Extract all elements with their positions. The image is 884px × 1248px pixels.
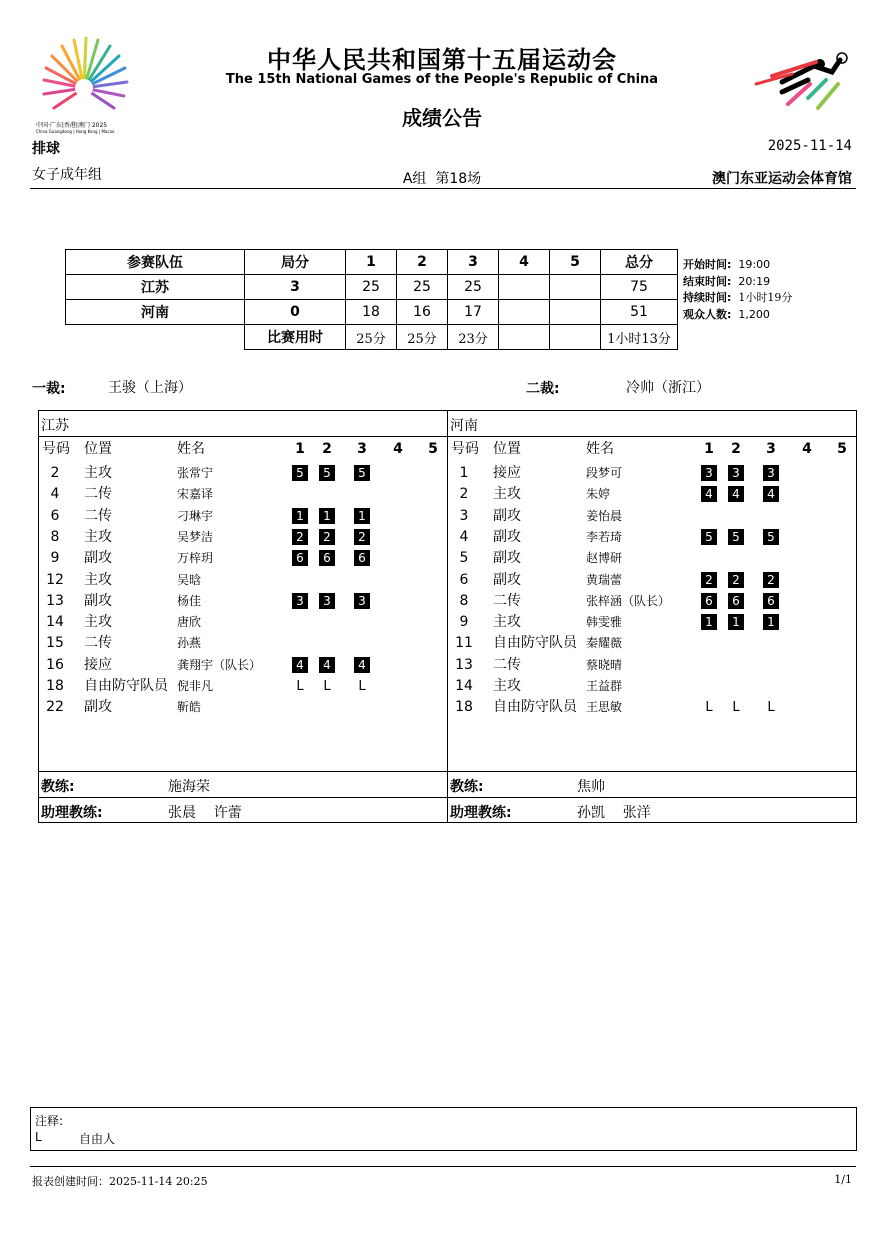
logo-caption-en: China Guangdong | Hong Kong | Macao [36, 129, 115, 134]
score-row [66, 300, 678, 325]
player-position: 二传 [493, 592, 521, 609]
player-name: 宋嘉译 [177, 487, 214, 502]
header-set2: 2 [397, 250, 448, 275]
set-score: 25 [346, 275, 397, 300]
empty-cell [66, 325, 245, 350]
header-set: 1 [295, 441, 305, 457]
player-row [40, 697, 446, 718]
player-row [40, 463, 446, 484]
first-referee-label: 一裁: [32, 381, 66, 397]
header-name: 姓名 [177, 441, 205, 457]
player-position: 副攻 [493, 550, 521, 567]
header-divider [30, 188, 856, 189]
player-position: 主攻 [493, 614, 521, 631]
player-row [40, 548, 446, 569]
header-set: 5 [837, 441, 847, 457]
player-number: 13 [46, 592, 64, 609]
player-name: 万梓玥 [177, 551, 214, 566]
set-duration [550, 325, 601, 350]
player-row [40, 484, 446, 505]
player-position: 主攻 [84, 465, 112, 481]
page-number: 1/1 [834, 1173, 852, 1186]
player-row [449, 591, 855, 612]
end-time-label: 结束时间: [683, 274, 732, 288]
player-name: 韩雯雅 [586, 615, 623, 630]
player-position: 二传 [84, 486, 112, 503]
player-number: 16 [46, 656, 64, 673]
rotation-box: 3 [763, 465, 779, 481]
total-score: 75 [601, 275, 678, 300]
player-row [449, 633, 855, 654]
rotation-box: 2 [701, 572, 717, 588]
header-number: 号码 [451, 441, 479, 457]
header-number: 号码 [42, 441, 70, 457]
set-score: 16 [397, 300, 448, 325]
rotation-box: 4 [701, 486, 717, 502]
score-row [66, 275, 678, 300]
player-row [449, 548, 855, 569]
player-row [40, 506, 446, 527]
player-row [449, 655, 855, 676]
team-name: 河南 [66, 300, 245, 325]
rotation-box: 5 [292, 465, 308, 481]
player-number: 9 [459, 614, 469, 631]
player-name: 赵博研 [586, 551, 623, 566]
category: 女子成年组 [32, 167, 102, 183]
player-position: 二传 [84, 635, 112, 652]
player-position: 副攻 [84, 550, 112, 567]
set-score [499, 300, 550, 325]
player-row [449, 463, 855, 484]
notes-box [30, 1107, 857, 1151]
rotation-box: 6 [701, 593, 717, 609]
header-set: 4 [802, 441, 812, 457]
header-set4: 4 [499, 250, 550, 275]
first-referee: 王骏（上海） [108, 380, 192, 396]
total-duration: 1小时13分 [601, 325, 678, 350]
assistant-coach-label: 助理教练: [450, 805, 512, 821]
set-score: 17 [448, 300, 499, 325]
libero-mark: L [732, 700, 740, 716]
player-name: 杨佳 [177, 593, 202, 608]
sets-won: 3 [245, 275, 346, 300]
rotation-box: 3 [319, 593, 335, 609]
notes-key: L [35, 1130, 42, 1144]
rotation-box: 6 [354, 550, 370, 566]
coach-name: 焦帅 [577, 779, 605, 795]
player-row [449, 612, 855, 633]
second-referee: 冷帅（浙江） [626, 380, 710, 396]
team-name-heading: 河南 [450, 418, 478, 434]
player-position: 副攻 [493, 571, 521, 588]
venue: 澳门东亚运动会体育馆 [712, 171, 852, 187]
player-number: 4 [50, 486, 60, 503]
player-name: 黄瑞蕾 [586, 572, 623, 587]
player-row [449, 506, 855, 527]
rotation-box: 5 [763, 529, 779, 545]
player-number: 11 [455, 635, 473, 652]
coach-divider [38, 771, 856, 772]
player-number: 5 [459, 550, 469, 567]
set-duration [499, 325, 550, 350]
player-position: 副攻 [493, 507, 521, 524]
header-set3: 3 [448, 250, 499, 275]
player-position: 主攻 [84, 614, 112, 631]
match-number: A组 第18场 [402, 171, 482, 187]
player-row [40, 633, 446, 654]
player-position: 接应 [493, 465, 521, 481]
attendance-label: 观众人数: [683, 307, 732, 321]
set-duration: 25分 [397, 325, 448, 350]
set-score [550, 275, 601, 300]
attendance: 1,200 [738, 307, 770, 321]
player-row [40, 676, 446, 697]
duration-row [66, 325, 678, 350]
total-score: 51 [601, 300, 678, 325]
player-row [449, 570, 855, 591]
end-time: 20:19 [738, 274, 771, 288]
player-position: 自由防守队员 [493, 635, 577, 652]
player-name: 朱婷 [586, 487, 611, 502]
player-name: 王思敏 [586, 700, 623, 715]
rotation-box: 5 [319, 465, 335, 481]
event-title-cn: 中华人民共和国第十五届运动会 [267, 46, 617, 74]
player-name: 姜怡晨 [586, 508, 623, 523]
created-label: 报表创建时间： [32, 1175, 109, 1188]
rotation-box: 5 [728, 529, 744, 545]
player-position: 主攻 [493, 486, 521, 503]
assistant-divider [38, 797, 856, 798]
player-name: 靳皓 [177, 700, 202, 715]
rotation-box: 5 [701, 529, 717, 545]
rotation-box: 1 [354, 508, 370, 524]
header-set: 3 [766, 441, 776, 457]
coach-label: 教练: [41, 779, 75, 795]
player-number: 15 [46, 635, 64, 652]
player-number: 8 [50, 528, 60, 545]
player-number: 13 [455, 656, 473, 673]
player-name: 张常宁 [177, 466, 214, 480]
set-duration: 25分 [346, 325, 397, 350]
player-row [449, 676, 855, 697]
second-referee-label: 二裁: [526, 381, 560, 397]
rotation-box: 2 [354, 529, 370, 545]
assistant-coach-label: 助理教练: [41, 805, 103, 821]
player-number: 4 [459, 528, 469, 545]
player-number: 1 [459, 465, 469, 481]
rotation-box: 3 [354, 593, 370, 609]
player-number: 18 [46, 678, 64, 694]
rotation-box: 1 [763, 614, 779, 630]
rotation-box: 5 [354, 465, 370, 481]
player-row [40, 655, 446, 676]
player-name: 刁琳宇 [177, 508, 214, 523]
notes-value: 自由人 [79, 1132, 116, 1146]
rotation-box: 2 [728, 572, 744, 588]
set-score: 25 [448, 275, 499, 300]
player-name: 张梓涵（队长） [586, 593, 671, 608]
assistant-coaches: 孙凯 张洋 [577, 805, 651, 821]
created-time: 2025-11-14 20:25 [109, 1175, 208, 1188]
rotation-box: 2 [763, 572, 779, 588]
player-number: 6 [459, 571, 469, 588]
start-time-label: 开始时间: [683, 258, 732, 271]
rotation-box: 2 [319, 529, 335, 545]
player-position: 自由防守队员 [84, 678, 168, 694]
player-number: 14 [455, 678, 473, 694]
player-name: 秦耀薇 [586, 636, 623, 651]
sets-won: 0 [245, 300, 346, 325]
rotation-box: 6 [763, 593, 779, 609]
player-name: 吴晗 [177, 572, 202, 587]
duration-label: 持续时间: [683, 291, 732, 304]
header-set: 1 [704, 441, 714, 457]
player-position: 二传 [84, 507, 112, 524]
player-name: 王益群 [586, 679, 623, 693]
header-set: 5 [428, 441, 438, 457]
set-score [499, 275, 550, 300]
rotation-box: 4 [763, 486, 779, 502]
player-position: 副攻 [84, 699, 112, 716]
rotation-box: 2 [292, 529, 308, 545]
rotation-box: 1 [319, 508, 335, 524]
team-name: 江苏 [66, 275, 245, 300]
header-set5: 5 [550, 250, 601, 275]
player-position: 二传 [493, 656, 521, 673]
libero-mark: L [767, 700, 775, 716]
header-set1: 1 [346, 250, 397, 275]
header-total: 总分 [601, 250, 678, 275]
match-info [683, 257, 792, 323]
player-position: 副攻 [84, 592, 112, 609]
rotation-box: 1 [292, 508, 308, 524]
player-position: 主攻 [84, 528, 112, 545]
player-row [40, 591, 446, 612]
libero-mark: L [323, 679, 331, 694]
player-position: 主攻 [84, 571, 112, 588]
player-name: 孙燕 [177, 636, 202, 651]
team-name-heading: 江苏 [41, 418, 69, 434]
libero-mark: L [358, 679, 366, 694]
player-number: 2 [50, 465, 60, 481]
score-table [65, 249, 678, 350]
rotation-box: 6 [728, 593, 744, 609]
player-number: 12 [46, 571, 64, 588]
header-set: 2 [322, 441, 332, 457]
player-row [40, 527, 446, 548]
assistant-coaches: 张晨 许蕾 [168, 805, 242, 821]
player-row [40, 612, 446, 633]
player-position: 接应 [84, 656, 112, 673]
header-name: 姓名 [586, 441, 614, 457]
player-name: 唐欣 [177, 615, 202, 630]
rotation-box: 6 [319, 550, 335, 566]
footer-divider [30, 1166, 856, 1167]
player-number: 18 [455, 699, 473, 716]
header-set: 2 [731, 441, 741, 457]
header-set: 3 [357, 441, 367, 457]
start-time: 19:00 [738, 258, 771, 271]
player-number: 2 [459, 486, 469, 503]
duration: 1小时19分 [738, 291, 793, 304]
player-name: 倪非凡 [177, 679, 214, 693]
rotation-box: 4 [292, 657, 308, 673]
player-number: 6 [50, 507, 60, 524]
player-position: 自由防守队员 [493, 699, 577, 716]
player-name: 吴梦洁 [177, 529, 214, 544]
player-row [449, 527, 855, 548]
rotation-box: 4 [728, 486, 744, 502]
team-name-divider [38, 436, 856, 437]
player-row [40, 570, 446, 591]
libero-mark: L [705, 700, 713, 716]
player-name: 李若琦 [586, 529, 623, 544]
coach-name: 施海荣 [168, 779, 210, 795]
set-duration: 23分 [448, 325, 499, 350]
rotation-box: 1 [728, 614, 744, 630]
player-number: 9 [50, 550, 60, 567]
libero-mark: L [296, 679, 304, 694]
set-score [550, 300, 601, 325]
coach-label: 教练: [450, 779, 484, 795]
match-date: 2025-11-14 [767, 138, 852, 154]
rotation-box: 1 [701, 614, 717, 630]
header-set: 4 [393, 441, 403, 457]
player-name: 蔡晓晴 [586, 657, 623, 672]
header-sets: 局分 [245, 250, 346, 275]
header-position: 位置 [493, 441, 521, 457]
player-name: 龚翔宇（队长） [177, 657, 262, 672]
player-number: 8 [459, 592, 469, 609]
duration-label: 比赛用时 [245, 325, 346, 350]
player-row [449, 697, 855, 718]
document-title: 成绩公告 [402, 106, 482, 130]
rotation-box: 3 [728, 465, 744, 481]
footer-created [32, 1173, 208, 1189]
set-score: 18 [346, 300, 397, 325]
player-number: 3 [459, 507, 469, 524]
rotation-box: 4 [354, 657, 370, 673]
notes-label: 注释: [35, 1114, 64, 1128]
player-number: 14 [46, 614, 64, 631]
score-header-row [66, 250, 678, 275]
header-team: 参赛队伍 [66, 250, 245, 275]
set-score: 25 [397, 275, 448, 300]
rotation-box: 6 [292, 550, 308, 566]
player-position: 主攻 [493, 678, 521, 694]
rotation-box: 3 [701, 465, 717, 481]
sport-name: 排球 [32, 141, 60, 157]
rotation-box: 3 [292, 593, 308, 609]
event-title-en: The 15th National Games of the People's Republic of China [225, 72, 659, 87]
player-number: 22 [46, 699, 64, 716]
rotation-box: 4 [319, 657, 335, 673]
player-row [449, 484, 855, 505]
player-name: 段梦可 [586, 466, 623, 480]
player-position: 副攻 [493, 528, 521, 545]
header-position: 位置 [84, 441, 112, 457]
logo-caption: 中国·广东|香港|澳门 2025 [36, 122, 108, 129]
